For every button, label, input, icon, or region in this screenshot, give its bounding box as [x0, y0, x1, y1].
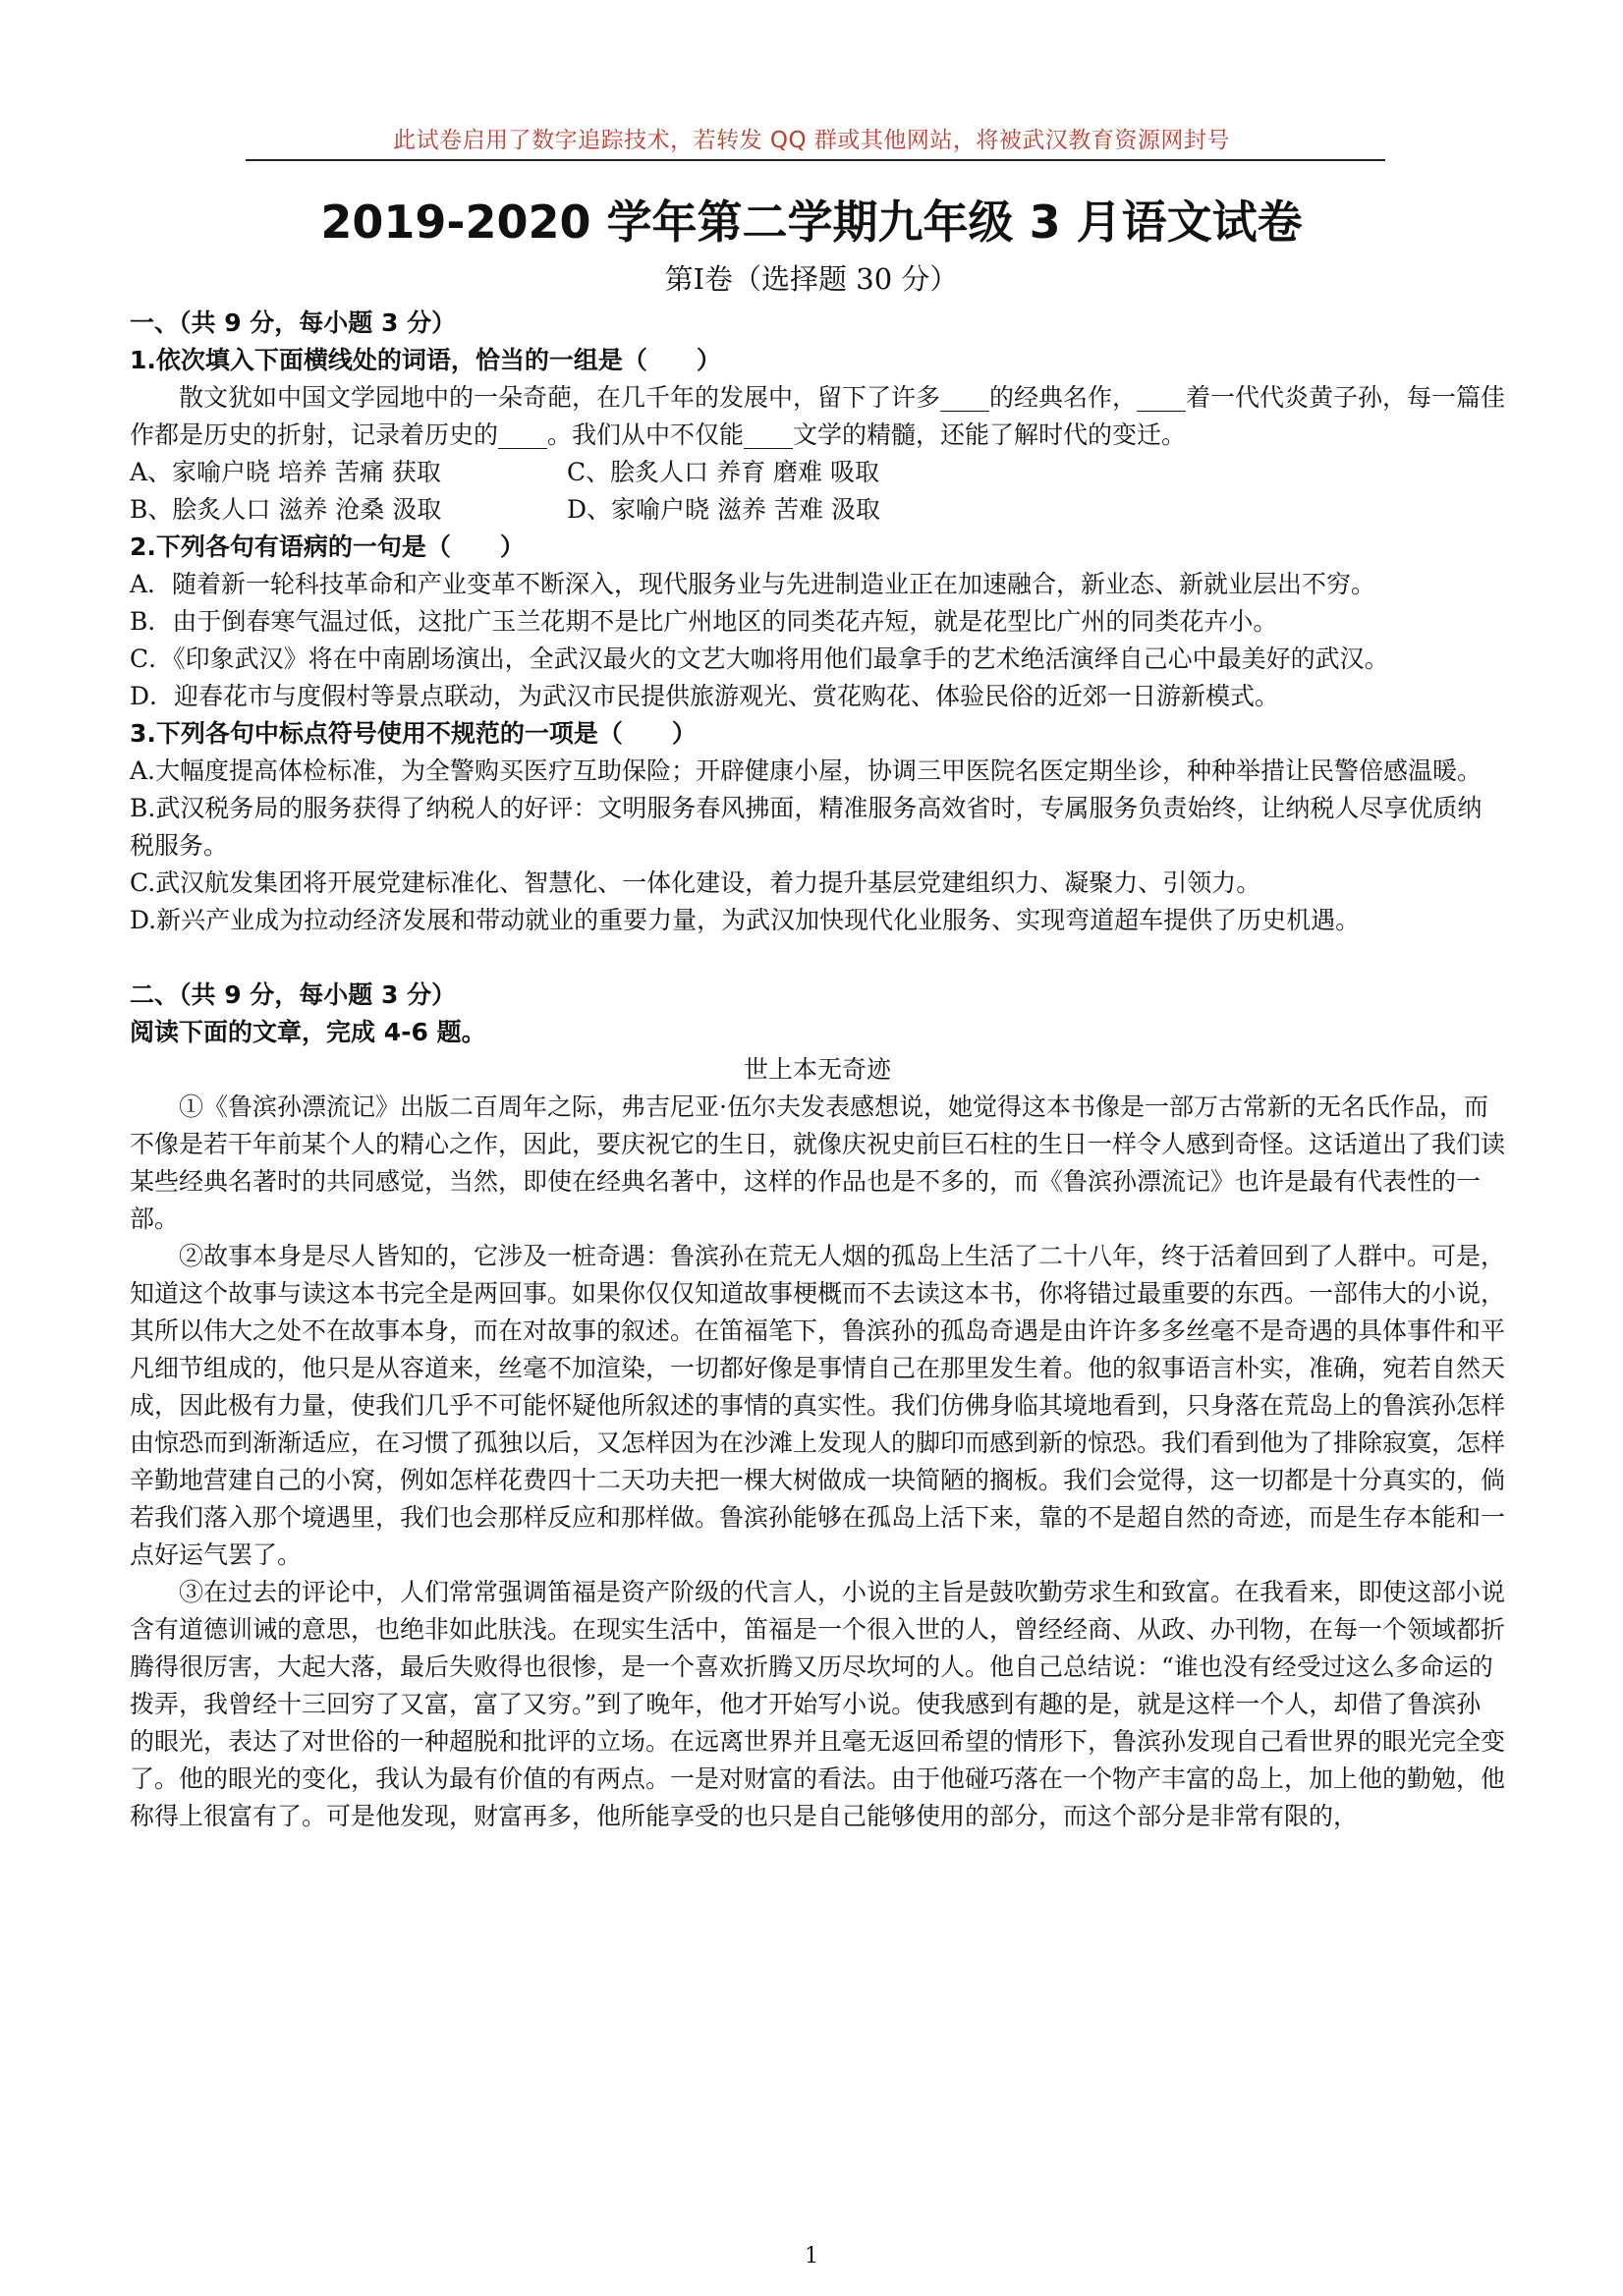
section-2-heading: 二、（共 9 分，每小题 3 分） [130, 980, 457, 1009]
question-1-stem: 1.依次填入下面横线处的词语，恰当的一组是（ ） [130, 346, 721, 374]
question-3-stem: 3.下列各句中标点符号使用不规范的一项是（ ） [130, 719, 697, 748]
page-number: 1 [805, 2244, 818, 2268]
question-3-option-c[interactable]: C.武汉航发集团将开展党建标准化、智慧化、一体化建设，着力提升基层党建组织力、凝聚力、引领力。 [130, 868, 1261, 897]
option-c[interactable]: C、脍炙人口 养育 磨难 吸取 [567, 458, 879, 486]
section-2-instructions: 阅读下面的文章，完成 4-6 题。 [130, 1018, 486, 1046]
question-2-option-c[interactable]: C．《印象武汉》将在中南剧场演出，全武汉最火的文艺大咖将用他们最拿手的艺术绝活演绎自己心中最美好的武汉。 [130, 644, 1389, 673]
question-1-text: 散文犹如中国文学园地中的一朵奇葩，在几千年的发展中，留下了许多____的经典名作，____着一代代炎黄子孙，每一篇佳作都是历史的折射，记录着历史的____。我们从中不仅能____文学的精髓，还能了解时代的变迁。 [130, 383, 1506, 449]
question-2-stem: 2.下列各句有语病的一句是（ ） [130, 532, 525, 561]
exam-title: 2019-2020 学年第二学期九年级 3 月语文试卷 [320, 196, 1303, 249]
passage-title: 世上本无奇迹 [743, 1055, 891, 1084]
section-spacer [130, 939, 1505, 977]
question-3-option-b[interactable]: B.武汉税务局的服务获得了纳税人的好评：文明服务春风拂面，精准服务高效省时，专属服务负责始终，让纳税人尽享优质纳税服务。 [130, 794, 1483, 860]
header-divider [246, 159, 1385, 161]
question-3-option-a[interactable]: A.大幅度提高体检标准，为全警购买医疗互助保险；开辟健康小屋，协调三甲医院名医定期坐诊，种种举措让民警倍感温暖。 [130, 756, 1483, 785]
option-b[interactable]: B、脍炙人口 滋养 沧桑 汲取 [130, 495, 442, 524]
tracking-warning-banner: 此试卷启用了数字追踪技术，若转发 QQ 群或其他网站，将被武汉教育资源网封号 [393, 128, 1230, 153]
exam-content [130, 305, 1505, 1835]
question-2-option-b[interactable]: B．由于倒春寒气温过低，这批广玉兰花期不是比广州地区的同类花卉短，就是花型比广州的同类花卉小。 [130, 607, 1278, 636]
passage-paragraph-2: ②故事本身是尽人皆知的，它涉及一桩奇遇：鲁滨孙在荒无人烟的孤岛上生活了二十八年，终于活着回到了人群中。可是，知道这个故事与读这本书完全是两回事。如果你仅仅知道故事梗概而不去读这本书，你将错过最重要的东西。一部伟大的小说，其所以伟大之处不在故事本身，而在对故事的叙述。在笛福笔下，鲁滨孙的孤岛奇遇是由许许多多丝毫不是奇遇的具体事件和平凡细节组成的，他只是从容道来，丝毫不加渲染，一切都好像是事情自己在那里发生着。他的叙事语言朴实，准确，宛若自然天成，因此极有力量，使我们几乎不可能怀疑他所叙述的事情的真实性。我们仿佛身临其境地看到，只身落在荒岛上的鲁滨孙怎样由惊恐而到渐渐适应，在习惯了孤独以后，又怎样因为在沙滩上发现人的脚印而感到新的惊恐。我们看到他为了排除寂寞，怎样辛勤地营建自己的小窝，例如怎样花费四十二天功夫把一棵大树做成一块简陋的搁板。我们会觉得，这一切都是十分真实的，倘若我们落入那个境遇里，我们也会那样反应和那样做。鲁滨孙能够在孤岛上活下来，靠的不是超自然的奇迹，而是生存本能和一点好运气罢了。 [130, 1242, 1506, 1569]
question-1-options-row-2 [130, 491, 1505, 529]
question-2-option-a[interactable]: A．随着新一轮科技革命和产业变革不断深入，现代服务业与先进制造业正在加速融合，新业态、新就业层出不穷。 [130, 570, 1376, 598]
question-2-option-d[interactable]: D．迎春花市与度假村等景点联动，为武汉市民提供旅游观光、赏花购花、体验民俗的近郊一日游新模式。 [130, 682, 1280, 710]
question-1-options-row-1 [130, 454, 1505, 491]
part-subtitle: 第Ⅰ卷（选择题 30 分） [664, 262, 959, 296]
question-3-option-d[interactable]: D.新兴产业成为拉动经济发展和带动就业的重要力量，为武汉加快现代化业服务、实现弯道超车提供了历史机遇。 [130, 906, 1361, 934]
passage-paragraph-1: ①《鲁滨孙漂流记》出版二百周年之际，弗吉尼亚·伍尔夫发表感想说，她觉得这本书像是一部万古常新的无名氏作品，而不像是若干年前某个人的精心之作，因此，要庆祝它的生日，就像庆祝史前巨石柱的生日一样令人感到奇怪。这话道出了我们读某些经典名著时的共同感觉，当然，即使在经典名著中，这样的作品也是不多的，而《鲁滨孙漂流记》也许是最有代表性的一部。 [130, 1092, 1506, 1233]
option-d[interactable]: D、家喻户晓 滋养 苦难 汲取 [567, 495, 880, 524]
passage-paragraph-3: ③在过去的评论中，人们常常强调笛福是资产阶级的代言人，小说的主旨是鼓吹勤劳求生和致富。在我看来，即使这部小说含有道德训诫的意思，也绝非如此肤浅。在现实生活中，笛福是一个很入世的人，曾经经商、从政、办刊物，在每一个领域都折腾得很厉害，大起大落，最后失败得也很惨，是一个喜欢折腾又历尽坎坷的人。他自己总结说：“谁也没有经受过这么多命运的拨弄，我曾经十三回穷了又富，富了又穷。”到了晚年，他才开始写小说。使我感到有趣的是，就是这样一个人，却借了鲁滨孙的眼光，表达了对世俗的一种超脱和批评的立场。在远离世界并且毫无返回希望的情形下，鲁滨孙发现自己看世界的眼光完全变了。他的眼光的变化，我认为最有价值的有两点。一是对财富的看法。由于他碰巧落在一个物产丰富的岛上，加上他的勤勉，他称得上很富有了。可是他发现，财富再多，他所能享受的也只是自己能够使用的部分，而这个部分是非常有限的， [130, 1578, 1506, 1830]
section-1-heading: 一、（共 9 分，每小题 3 分） [130, 308, 457, 337]
option-a[interactable]: A、家喻户晓 培养 苦痛 获取 [130, 458, 441, 486]
